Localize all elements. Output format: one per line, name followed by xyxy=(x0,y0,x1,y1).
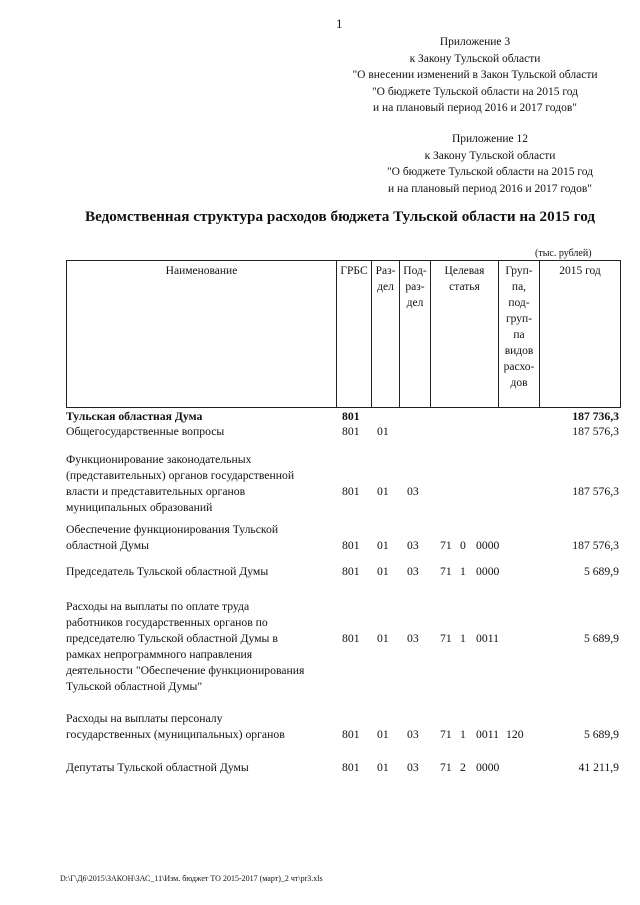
row-value: 5 689,9 xyxy=(583,632,619,645)
row-grbs: 801 xyxy=(342,632,360,645)
appendix-12-line: "О бюджете Тульской области на 2015 год xyxy=(386,166,594,178)
row-name xyxy=(66,424,336,440)
header-vr-line: видов xyxy=(504,345,534,357)
row-name-line: Расходы на выплаты по оплате труда xyxy=(66,600,250,613)
row-value: 5 689,9 xyxy=(583,728,619,741)
row-value: 187 576,3 xyxy=(572,539,619,552)
appendix-12-line: и на плановый период 2016 и 2017 годов" xyxy=(388,182,592,195)
row-name-line: Функционирование законодательных xyxy=(66,453,252,466)
row-value: 5 689,9 xyxy=(583,565,619,578)
row-podrazdel: 03 xyxy=(407,565,419,578)
appendix-12-line: Приложение 12 xyxy=(451,133,529,145)
row-name-line: председателю Тульской областной Думы в xyxy=(66,632,278,645)
row-target-direction: 0011 xyxy=(476,632,499,645)
row-target-subprogram: 1 xyxy=(460,565,466,578)
appendix-12-line: к Закону Тульской области xyxy=(424,149,556,162)
document-title: Ведомственная структура расходов бюджета Тульской области на 2015 год xyxy=(84,208,596,225)
row-value: 187 576,3 xyxy=(572,485,619,498)
table-header xyxy=(66,260,621,408)
appendix-3-line: Приложение 3 xyxy=(439,36,511,48)
row-name-line: муниципальных образований xyxy=(66,501,213,514)
row-razdel: 01 xyxy=(377,565,389,578)
header-name: Наименование xyxy=(165,265,238,277)
header-target xyxy=(431,263,498,295)
header-razdel-line: дел xyxy=(377,281,394,293)
row-target-subprogram: 2 xyxy=(460,761,466,774)
appendix-3-line: "О бюджете Тульской области на 2015 год xyxy=(371,85,579,98)
row-name-line: деятельности "Обеспечение функционирования xyxy=(66,664,305,677)
row-value: 187 736,3 xyxy=(572,410,619,423)
header-podrazdel-line: раз- xyxy=(405,281,425,293)
header-vr-line: груп- xyxy=(505,313,533,325)
appendix-3-header xyxy=(340,34,610,117)
row-name-line: власти и представительных органов xyxy=(66,485,246,498)
row-razdel: 01 xyxy=(377,425,389,438)
row-podrazdel: 03 xyxy=(407,728,419,741)
row-target-subprogram: 1 xyxy=(460,632,466,645)
row-grbs: 801 xyxy=(342,761,360,774)
header-year: 2015 год xyxy=(559,265,601,277)
row-target-direction: 0011 xyxy=(476,728,499,741)
row-target-program: 71 xyxy=(440,632,452,645)
row-podrazdel: 03 xyxy=(407,539,419,552)
row-razdel: 01 xyxy=(377,761,389,774)
header-vr-line: под- xyxy=(508,297,530,309)
row-value: 187 576,3 xyxy=(572,425,619,438)
row-target-program: 71 xyxy=(440,565,452,578)
row-target-direction: 0000 xyxy=(476,761,500,774)
row-razdel: 01 xyxy=(377,728,389,741)
appendix-3-line: к Закону Тульской области xyxy=(409,52,541,65)
row-razdel: 01 xyxy=(377,632,389,645)
row-grbs: 801 xyxy=(342,425,360,438)
row-name-line: работников государственных органов по xyxy=(66,616,268,629)
header-vr xyxy=(499,263,539,391)
header-target-line: статья xyxy=(449,281,480,293)
header-razdel xyxy=(372,263,399,295)
row-name xyxy=(66,564,336,580)
footer-file-path: D:\Г\Д6\2015\ЗАКОН\ЗАС_11\Изм. бюджет ТО 2015-2017 (март)_2 чт\pr3.xls xyxy=(60,874,323,883)
row-name-line: областной Думы xyxy=(66,539,149,552)
header-vr-line: Груп- xyxy=(505,265,533,277)
row-name xyxy=(66,711,336,743)
row-target-subprogram: 1 xyxy=(460,728,466,741)
row-podrazdel: 03 xyxy=(407,761,419,774)
row-name-line: Обеспечение функционирования Тульской xyxy=(66,523,279,536)
row-target-program: 71 xyxy=(440,539,452,552)
row-name-line: государственных (муниципальных) органов xyxy=(66,728,285,741)
row-name xyxy=(66,409,336,425)
row-name xyxy=(66,522,336,554)
header-target-line: Целевая xyxy=(444,265,485,277)
header-podrazdel-line: дел xyxy=(406,297,424,309)
row-value: 41 211,9 xyxy=(578,761,619,774)
row-name-line: Расходы на выплаты персоналу xyxy=(66,712,223,725)
header-razdel-line: Раз- xyxy=(375,265,396,277)
row-name-line: Тульская областная Дума xyxy=(66,410,203,423)
header-podrazdel xyxy=(400,263,430,311)
header-grbs: ГРБС xyxy=(340,265,368,277)
row-name xyxy=(66,760,336,776)
row-target-program: 71 xyxy=(440,728,452,741)
header-vr-line: па xyxy=(513,329,525,341)
row-razdel: 01 xyxy=(377,539,389,552)
header-vr-line: расхо- xyxy=(503,361,535,373)
row-name-line: Депутаты Тульской областной Думы xyxy=(66,761,249,774)
row-target-program: 71 xyxy=(440,761,452,774)
row-grbs: 801 xyxy=(342,485,360,498)
row-grbs: 801 xyxy=(342,728,360,741)
row-name-line: (представительных) органов государственной xyxy=(66,469,295,482)
row-grbs: 801 xyxy=(342,565,360,578)
row-grbs: 801 xyxy=(342,410,360,423)
row-razdel: 01 xyxy=(377,485,389,498)
page-number: 1 xyxy=(336,16,343,31)
row-target-direction: 0000 xyxy=(476,539,500,552)
header-vr-line: па, xyxy=(511,281,527,293)
row-podrazdel: 03 xyxy=(407,632,419,645)
column-divider xyxy=(539,261,540,407)
row-name-line: рамках непрограммного направления xyxy=(66,648,253,661)
column-divider xyxy=(336,261,337,407)
row-name xyxy=(66,599,336,695)
header-vr-line: дов xyxy=(510,377,528,389)
appendix-3-line: "О внесении изменений в Закон Тульской области xyxy=(352,69,598,81)
appendix-12-header xyxy=(370,131,610,197)
row-name xyxy=(66,452,336,516)
row-target-subprogram: 0 xyxy=(460,539,466,552)
row-name-line: Тульской областной Думы" xyxy=(66,680,203,693)
units-label: (тыс. рублей) xyxy=(535,248,592,259)
row-target-direction: 0000 xyxy=(476,565,500,578)
header-podrazdel-line: Под- xyxy=(403,265,427,277)
row-name-line: Общегосударственные вопросы xyxy=(66,425,225,438)
row-grbs: 801 xyxy=(342,539,360,552)
row-expense-type: 120 xyxy=(506,728,524,741)
row-podrazdel: 03 xyxy=(407,485,419,498)
row-name-line: Председатель Тульской областной Думы xyxy=(66,565,269,578)
appendix-3-line: и на плановый период 2016 и 2017 годов" xyxy=(373,102,577,114)
